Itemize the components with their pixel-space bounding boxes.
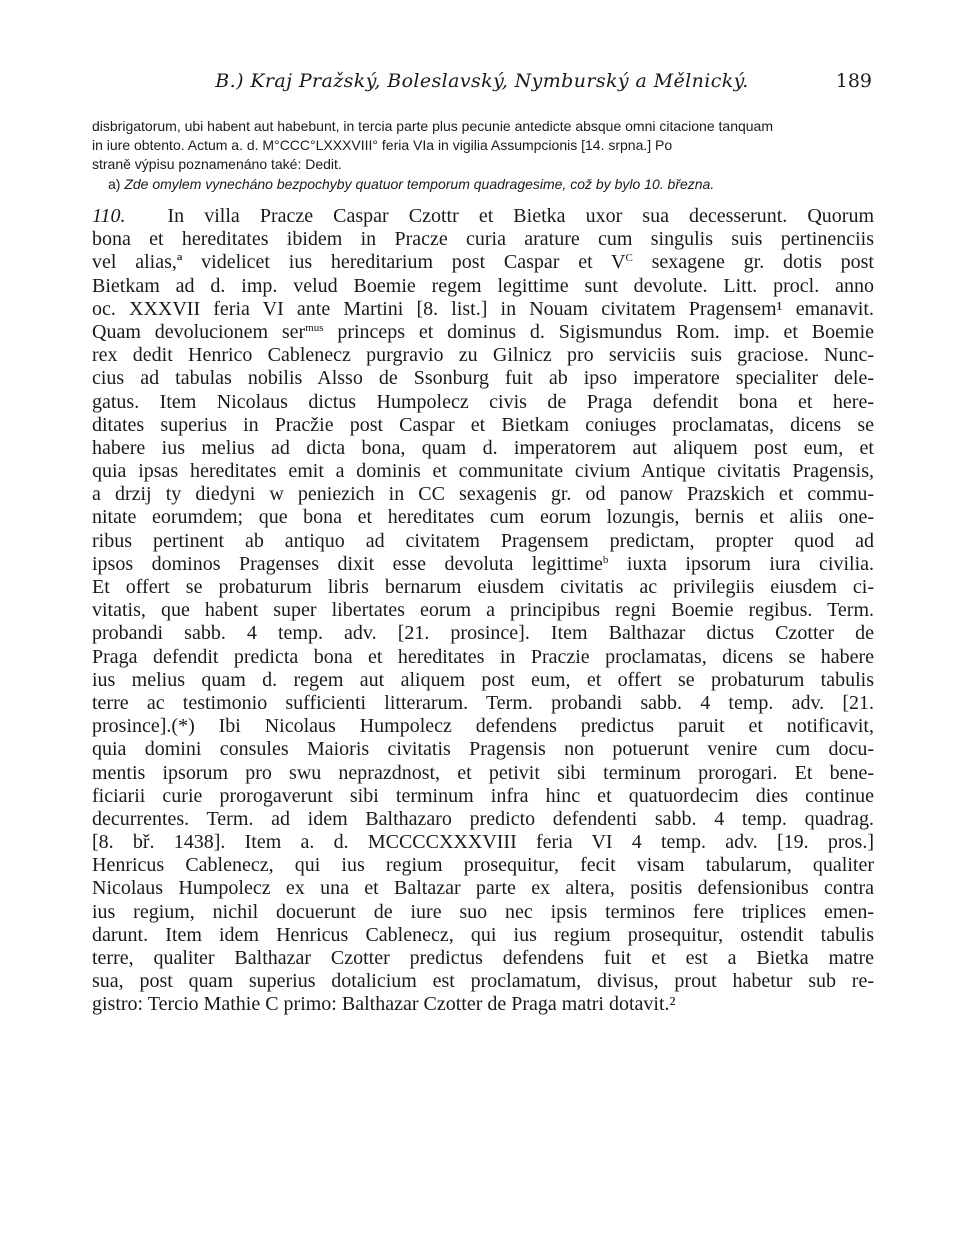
entry-line: gistro: Tercio Mathie C primo: Balthazar Czotter de Praga matri dotavit.²	[92, 993, 676, 1016]
entry-line: terre, qualiter Balthazar Czotter predictus defendens fuit et est a Bietka matre	[92, 947, 874, 969]
entry-line: cius ad tabulas nobilis Alsso de Ssonburg fuit ab ipso imperatore specialiter dele-	[92, 367, 874, 390]
footnote-line: disbrigatorum, ubi habent aut habebunt, in tercia parte plus pecunie antedicte absque omni citacione tanquam	[92, 118, 774, 134]
entry-number: 110.	[92, 205, 126, 227]
entry-line: terre ac testimonio sufficienti litterarum. Term. probandi sabb. 4 temp. adv. [21.	[92, 691, 874, 714]
running-head	[92, 70, 872, 96]
entry-line: 110. In villa Pracze Caspar Czottr et Bietka uxor sua decesserunt. Quorum	[92, 205, 874, 227]
note-line	[92, 176, 874, 195]
entry-110	[92, 205, 874, 1017]
continued-footnote	[92, 118, 874, 175]
entry-line: ius regium, nichil docuerunt de iure suo nec ipsis terminos fere triplices emen-	[92, 900, 874, 923]
entry-line: Quam devolucionem ser$^{mus}$ princeps et dominus d. Sigismundus Rom. imp. et Boemie	[92, 320, 875, 343]
entry-line: Et offert se probaturum libris bernarum eiusdem civitatis ac privilegiis eiusdem ci-	[92, 576, 874, 598]
entry-line: mentis ipsorum pro swu neprazdnost, et petivit sibi terminum prorogari. Et bene-	[92, 761, 874, 784]
editorial-note-a	[92, 176, 874, 195]
entry-line: rex dedit Henrico Cablenecz purgravio zu Gilnicz pro serviciis suis graciose. Nunc-	[92, 344, 874, 367]
note-marker: a)	[108, 176, 121, 192]
entry-line: habere ius melius ad dicta bona, quam d. imperatorem aut aliquem post eum, et	[92, 436, 874, 459]
entry-line: ribus pertinent ab antiquo ad civitatem Pragensem predictam, propter quod ad	[92, 529, 874, 552]
entry-line: ipsos dominos Pragenses dixit esse devoluta legittime$^b$ iuxta ipsorum iura civilia.	[92, 552, 874, 575]
entry-line: probandi sabb. 4 temp. adv. [21. prosince]. Item Balthazar dictus Czotter de	[92, 622, 874, 645]
footnote-line: straně výpisu poznamenáno také: Dedit.	[92, 156, 342, 172]
entry-line: ditates superius in Pracžie post Caspar et Bietkam coniuges proclamatas, dicens se	[92, 413, 874, 436]
entry-line: vel alias,ª videlicet ius hereditarium post Caspar et $V^C$ sexagene gr. dotis post	[92, 251, 874, 274]
entry-line: Henricus Cablenecz, qui ius regium prosequitur, fecit visam tabularum, qualiter	[92, 854, 874, 877]
entry-line: quia domini consules Maioris civitatis Pragensis non potuerunt venire cum docu-	[92, 738, 874, 761]
page-number: 189	[835, 70, 872, 92]
entry-line: prosince].(*) Ibi Nicolaus Humpolecz defendens predictus paruit et notificavit,	[92, 715, 874, 738]
entry-line: oc. XXXVII feria VI ante Martini [8. list.] in Nouam civitatem Pragensem¹ emanavit.	[92, 297, 874, 320]
entry-line: [8. bř. 1438]. Item a. d. MCCCCXXXVIII feria VI 4 temp. adv. [19. pros.]	[92, 831, 874, 854]
note-text: Zde omylem vynecháno bezpochyby quatuor temporum quadragesime, což by bylo 10. března.	[124, 176, 715, 192]
entry-line: ius melius quam d. regem aut aliquem post eum, et offert se probaturum tabulis	[92, 668, 874, 691]
entry-line: vitatis, que habent super libertates eorum a principibus regni Boemie regibus. Term.	[92, 599, 874, 622]
entry-line: nitate eorumdem; que bona et hereditates cum eorum lozungis, bernis et aliis one-	[92, 506, 874, 529]
entry-line: ficiarii curie prorogaverunt sibi terminum infra hinc et quatuordecim dies continue	[92, 784, 874, 807]
entry-line: sua, post quam superius dotalicium est proclamatum, divisus, prout habetur sub re-	[92, 970, 874, 993]
entry-line: darunt. Item idem Henricus Cablenecz, qui ius regium prosequitur, ostendit tabulis	[92, 923, 874, 946]
entry-line: gatus. Item Nicolaus dictus Humpolecz civis de Praga defendit bona et here-	[92, 390, 874, 413]
entry-line: quia ipsas hereditates emit a dominis et communitate civium Antique civitatis Pragensis,	[92, 460, 874, 483]
running-title: B.) Kraj Pražský, Boleslavský, Nymburský a Mělnický.	[215, 70, 749, 92]
entry-line: Bietkam ad d. imp. velud Boemie regem legittime sunt devolute. Litt. procl. anno	[92, 274, 874, 297]
footnote-line: in iure obtento. Actum a. d. M°CCC°LXXXVIII° feria VIa in vigilia Assumpcionis [14. srpna.] Po	[92, 137, 673, 153]
entry-line: Nicolaus Humpolecz ex una et Baltazar parte ex altera, positis defensionibus contra	[92, 877, 874, 900]
entry-line: Praga defendit predicta bona et hereditates in Praczie proclamatas, dicens se habere	[92, 645, 874, 668]
entry-line: a drzij ty diedyni w peniezich in CC sexagenis gr. od panow Prazskich et commu-	[92, 483, 874, 506]
entry-line: decurrentes. Term. ad idem Balthazaro predicto defendenti sabb. 4 temp. quadrag.	[92, 807, 874, 830]
entry-line: bona et hereditates ibidem in Pracze curia arature cum singulis suis pertinenciis	[92, 228, 874, 251]
